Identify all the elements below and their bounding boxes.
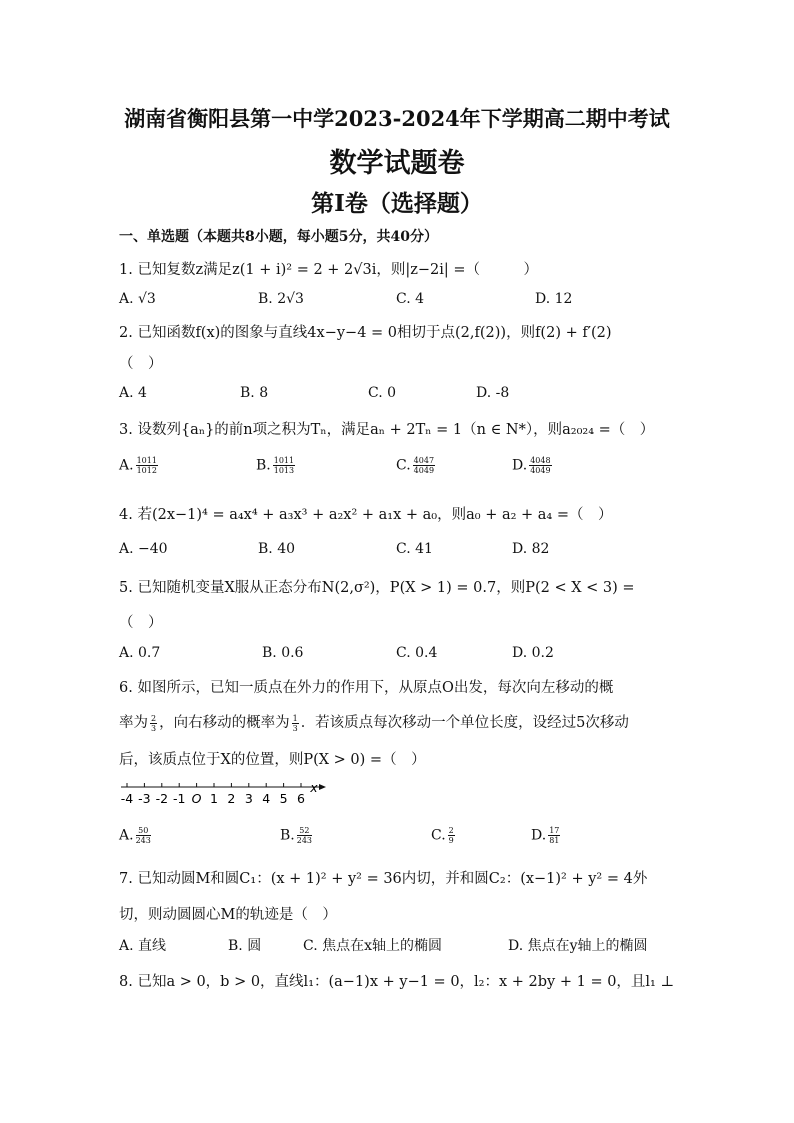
question-7-line-1: 7. 已知动圆M和圆C₁：(x + 1)² + y² = 36内切，并和圆C₂：(x−1)² + y² = 4外: [119, 871, 648, 887]
question-8-line-1: 8. 已知a > 0，b > 0，直线l₁：(a−1)x + y−1 = 0，l₂：x + 2by + 1 = 0，且l₁ ⊥: [119, 974, 675, 990]
q4-option-b: B. 40: [258, 541, 296, 557]
number-line-label: -4: [120, 791, 134, 806]
q6-option-b: B. $\frac{52}{243}$: [280, 826, 313, 845]
q5-option-d: D. 0.2: [512, 645, 554, 661]
q2-option-b: B. 8: [240, 385, 269, 401]
question-7-line-2: 切，则动圆圆心M的轨迹是（ ）: [119, 907, 337, 923]
number-line-label: 4: [262, 791, 271, 806]
number-line-label: 1: [210, 791, 218, 806]
number-line-label: 5: [279, 791, 288, 806]
q5-option-c: C. 0.4: [396, 645, 438, 661]
question-1-stem: 1. 已知复数z满足z(1 + i)² = 2 + 2√3i，则|z−2i| =（ ）: [119, 262, 539, 278]
q2-option-c: C. 0: [368, 385, 397, 401]
question-4-stem: 4. 若(2x−1)⁴ = a₄x⁴ + a₃x³ + a₂x² + a₁x + a₀，则a₀ + a₂ + a₄ =（ ）: [119, 507, 613, 523]
q4-option-a: A. −40: [119, 541, 168, 557]
school-exam-title: 湖南省衡阳县第一中学2023-2024年下学期高二期中考试: [124, 106, 670, 131]
q1-option-b: B. 2√3: [258, 291, 304, 307]
q1-option-c: C. 4: [396, 291, 425, 307]
q6-option-d: D. $\frac{17}{81}$: [531, 826, 560, 845]
number-line-label: 2: [227, 791, 236, 806]
q5-option-b: B. 0.6: [262, 645, 304, 661]
number-line-label: -1: [172, 791, 186, 806]
number-line-label: -2: [155, 791, 169, 806]
q6-option-c: C. $\frac{2}{9}$: [431, 826, 454, 845]
number-line-arrowhead: [319, 784, 326, 790]
q1-option-a: A. √3: [119, 291, 156, 307]
section-heading: 一、单选题（本题共8小题，每小题5分，共40分）: [119, 229, 438, 245]
q1-option-d: D. 12: [535, 291, 573, 307]
number-line-label: O: [191, 791, 202, 806]
question-6-line-3: 后，该质点位于X的位置，则P(X > 0) =（ ）: [119, 752, 426, 768]
q7-option-c: C. 焦点在x轴上的椭圆: [303, 938, 443, 954]
q4-option-d: D. 82: [512, 541, 550, 557]
q3-option-b: B. $\frac{1011}{1013}$: [256, 456, 295, 475]
q5-option-a: A. 0.7: [119, 645, 161, 661]
question-2-stem: 2. 已知函数f(x)的图象与直线4x−y−4 = 0相切于点(2,f(2))，则f(2) + f′(2): [119, 325, 612, 341]
q2-option-d: D. -8: [476, 385, 510, 401]
q3-option-c: C. $\frac{4047}{4049}$: [396, 456, 435, 475]
q7-option-d: D. 焦点在y轴上的椭圆: [508, 938, 648, 954]
number-line-labels: [121, 781, 319, 806]
question-6-line-1: 6. 如图所示，已知一质点在外力的作用下，从原点O出发，每次向左移动的概: [119, 680, 614, 696]
q7-option-a: A. 直线: [119, 938, 167, 954]
q6-option-a: A. $\frac{50}{243}$: [119, 826, 151, 845]
number-line-label: -3: [138, 791, 151, 806]
number-line-label: x: [310, 781, 318, 795]
part-title: 第Ⅰ卷（选择题）: [311, 190, 483, 217]
question-5-stem-cont: （ ）: [119, 615, 163, 631]
q7-option-b: B. 圆: [228, 938, 262, 954]
number-line-label: 3: [244, 791, 253, 806]
subject-title: 数学试题卷: [329, 148, 465, 179]
question-2-stem-cont: （ ）: [119, 356, 163, 372]
question-6-line-2: 率为 $\frac{2}{3}$ ，向右移动的概率为 $\frac{1}{3}$ ．若该质点每次移动一个单位长度，设经过5次移动: [119, 713, 629, 733]
number-line-figure: [119, 781, 329, 811]
number-line-ticks: [127, 783, 301, 787]
question-3-stem: 3. 设数列{aₙ}的前n项之积为Tₙ，满足aₙ + 2Tₙ = 1（n ∈ N*），则a₂₀₂₄ =（ ）: [119, 422, 655, 438]
q4-option-c: C. 41: [396, 541, 433, 557]
question-5-stem: 5. 已知随机变量X服从正态分布N(2,σ²)，P(X > 1) = 0.7，则P(2 < X < 3) =: [119, 580, 635, 596]
q2-option-a: A. 4: [119, 385, 147, 401]
q3-option-d: D. $\frac{4048}{4049}$: [512, 456, 551, 475]
number-line-label: 6: [297, 791, 305, 806]
q3-option-a: A. $\frac{1011}{1012}$: [119, 456, 157, 475]
